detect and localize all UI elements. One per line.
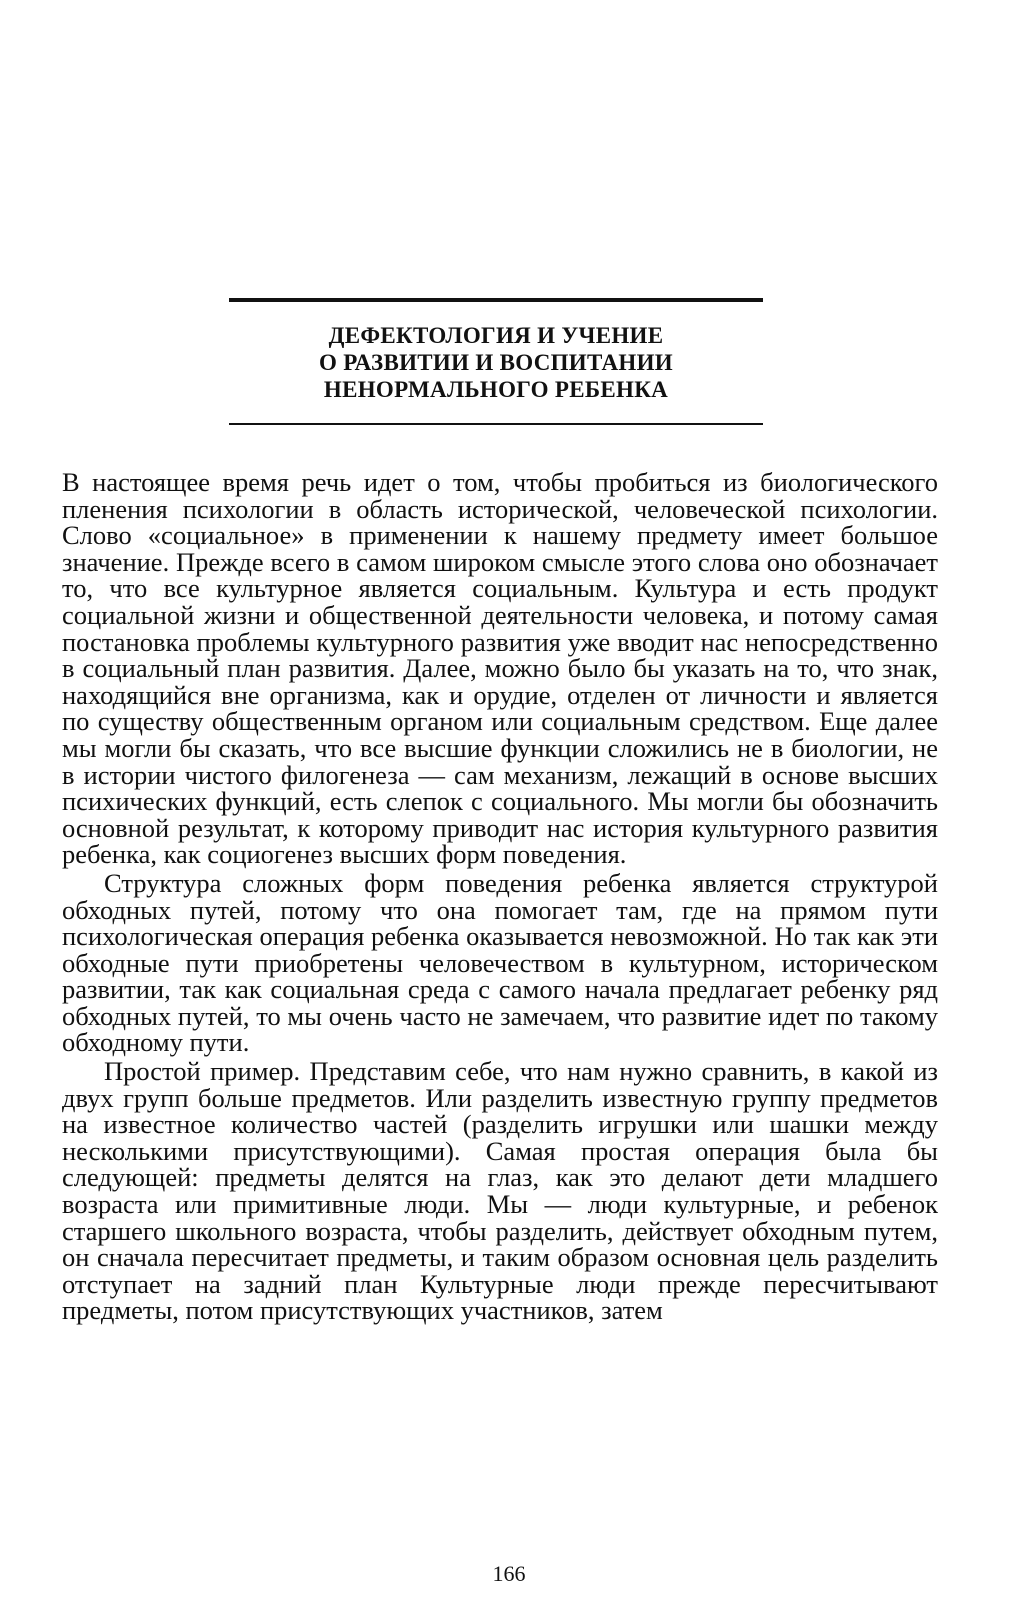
chapter-title [150,322,842,403]
page-number: 166 [492,1561,526,1586]
body-text [62,469,938,1324]
chapter-title-line-2: О РАЗВИТИИ И ВОСПИТАНИИ [319,350,673,375]
paragraph: Простой пример. Представим себе, что нам нужно сравнить, в какой из двух групп больше предметов. Или разделить известную группу предметов на известное количество частей (разделить игрушки или шашки между несколькими присутствующими). Самая простая операция была бы следующей: предметы делятся на глаз, как это делают дети младшего возраста или примитивные люди. Мы — люди культурные, и ребенок старшего школьного возраста, чтобы разделить, действует обходным путем, он сначала пересчитает предметы, и таким образом основная цель разделить отступает на задний план Культурные люди прежде пересчитывают предметы, потом присутствующих участников, затем [62,1056,938,1326]
title-bottom-rule [229,423,763,425]
title-top-rule [229,298,763,302]
paragraph: Структура сложных форм поведения ребенка является структурой обходных путей, потому что она помогает там, где на прямом пути психологическая операция ребенка оказывается невозможной. Но так как эти обходные пути приобретены человечеством в культурном, историческом развитии, так как социальная среда с самого начала предлагает ребенку ряд обходных путей, то мы очень часто не замечаем, что развитие идет по такому обходному пути. [62,867,938,1058]
paragraph: В настоящее время речь идет о том, чтобы пробиться из биологического пленения психологии в область исторической, человеческой психологии. Слово «социальное» в применении к нашему предмету имеет большое значение. Прежде всего в самом широком смысле этого слова оно обозначает то, что все культурное является социальным. Культура и есть продукт социальной жизни и общественной деятельности человека, и потому самая постановка проблемы культурного развития уже вводит нас непосредственно в социальный план развития. Далее, можно было бы указать на то, что знак, находящийся вне организма, как и орудие, отделен от личности и является по существу общественным органом или социальным средством. Еще далее мы могли бы сказать, что все высшие функции сложились не в биологии, не в истории чистого филогенеза — сам механизм, лежащий в основе высших психических функций, есть слепок с социального. Мы могли бы обозначить основной результат, к которому приводит нас история культурного развития ребенка, как социогенез высших форм поведения. [62,467,938,870]
chapter-title-line-3: НЕНОРМАЛЬНОГО РЕБЕНКА [323,377,669,402]
chapter-title-line-1: ДЕФЕКТОЛОГИЯ И УЧЕНИЕ [328,323,664,348]
